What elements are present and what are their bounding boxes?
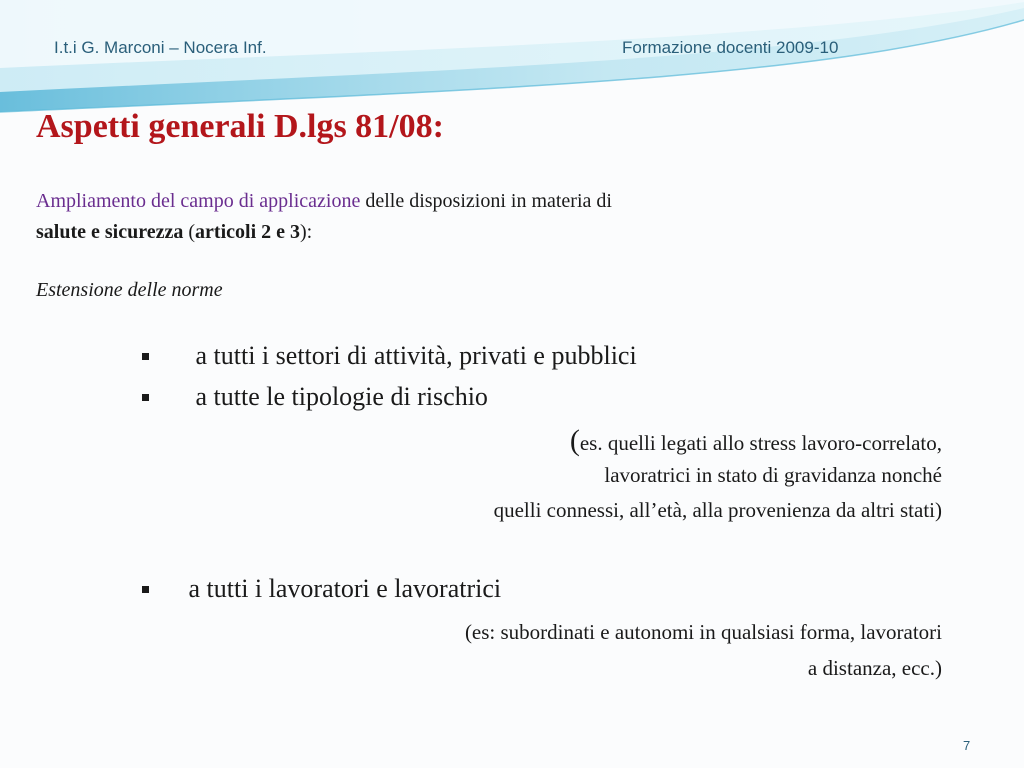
intro-rest: delle disposizioni in materia di bbox=[360, 190, 612, 212]
square-bullet-icon bbox=[142, 353, 149, 360]
note-text: es. quelli legati allo stress lavoro-correlato, bbox=[579, 431, 942, 455]
intro-highlight: Ampliamento del campo di applicazione bbox=[36, 190, 361, 212]
header-school-name: I.t.i G. Marconi – Nocera Inf. bbox=[54, 38, 267, 57]
bullet-text: a tutti i lavoratori e lavoratrici bbox=[188, 574, 502, 603]
note-line: lavoratrici in stato di gravidanza nonché bbox=[604, 463, 942, 487]
extension-heading: Estensione delle norme bbox=[36, 279, 223, 301]
page-number: 7 bbox=[963, 738, 971, 753]
bullet-item bbox=[142, 382, 488, 412]
note-line: quelli connessi, all’età, alla provenienza da altri stati) bbox=[493, 498, 942, 522]
bullet-text: a tutte le tipologie di rischio bbox=[195, 382, 488, 411]
intro-paren-open: ( bbox=[183, 221, 196, 243]
note-line: (es: subordinati e autonomi in qualsiasi forma, lavoratori bbox=[464, 620, 942, 644]
intro-end: ): bbox=[300, 221, 313, 243]
intro-bold: salute e sicurezza bbox=[36, 221, 184, 243]
bullet-item bbox=[142, 341, 637, 371]
bullet-item bbox=[142, 574, 501, 604]
slide-title: Aspetti generali D.lgs 81/08: bbox=[36, 108, 444, 145]
square-bullet-icon bbox=[142, 394, 149, 401]
square-bullet-icon bbox=[142, 586, 149, 593]
intro-bold-articles: articoli 2 e 3 bbox=[195, 221, 301, 243]
note-line bbox=[570, 424, 942, 458]
intro-paragraph bbox=[36, 186, 856, 248]
note-line: a distanza, ecc.) bbox=[807, 656, 942, 680]
bullet-text: a tutti i settori di attività, privati e pubblici bbox=[195, 341, 637, 370]
header-course-name: Formazione docenti 2009-10 bbox=[622, 38, 839, 57]
note-open-paren: ( bbox=[569, 424, 580, 457]
